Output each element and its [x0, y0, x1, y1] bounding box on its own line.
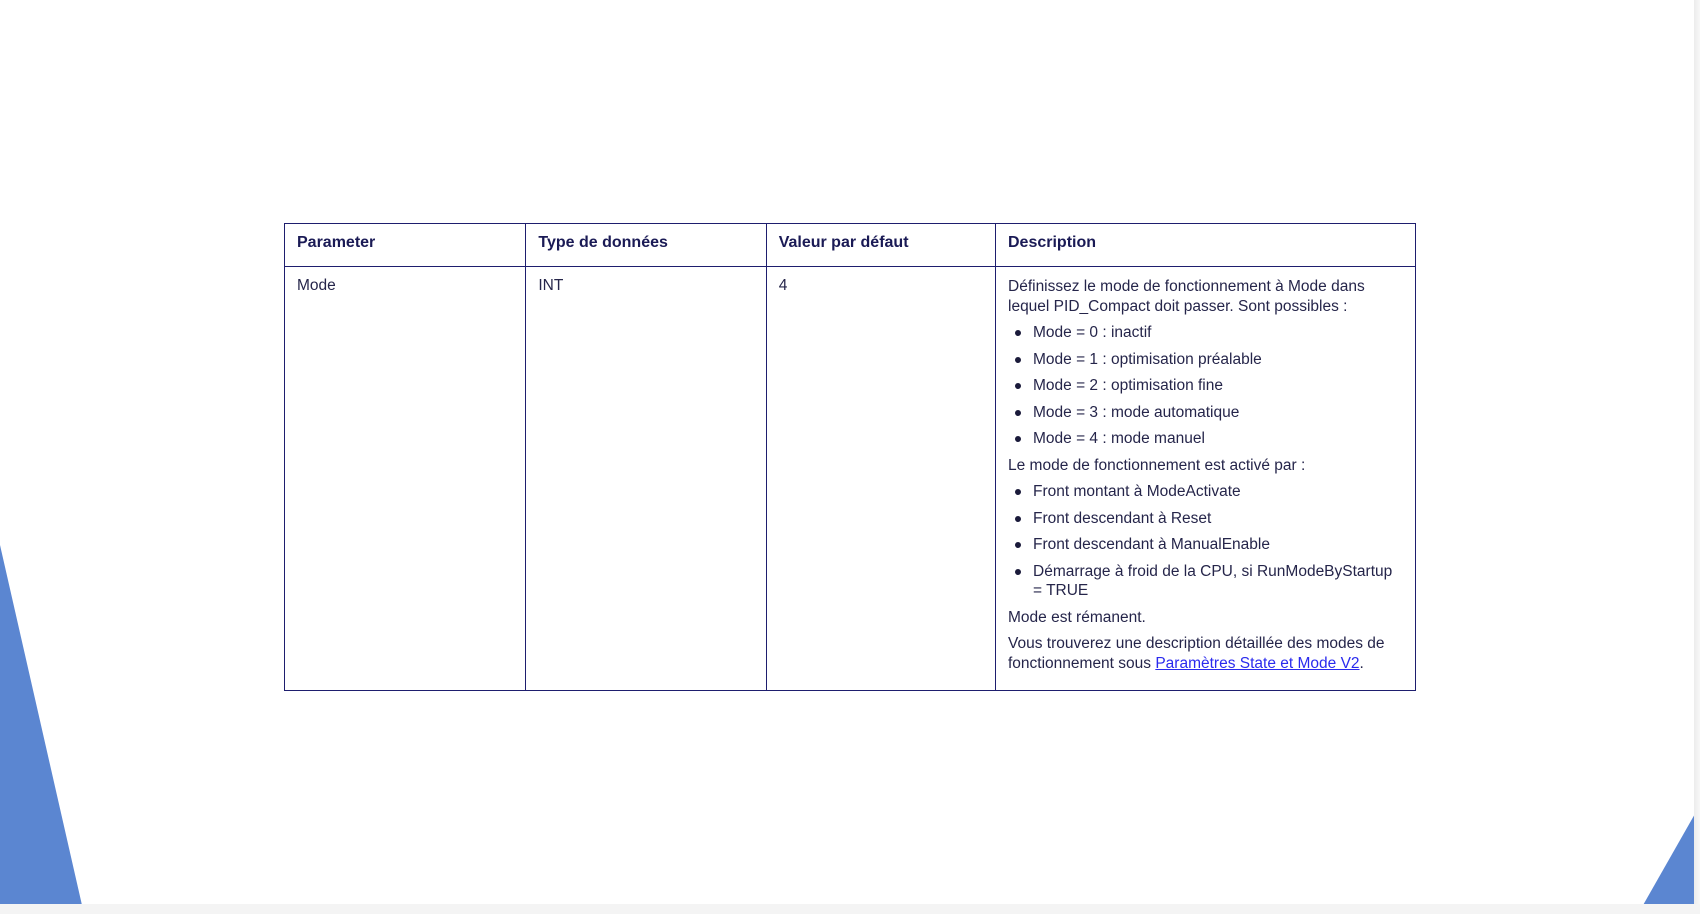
activation-item-text: Front descendant à ManualEnable	[1033, 536, 1270, 553]
left-blue-triangle	[0, 545, 84, 914]
list-item	[1008, 429, 1403, 449]
retentive-note: Mode est rémanent.	[1008, 608, 1146, 626]
right-edge-shadow	[1694, 0, 1700, 914]
description-intro: Définissez le mode de fonctionnement à Mode dans lequel PID_Compact doit passer. Sont possibles :	[1008, 278, 1365, 315]
mode-item-text: Mode = 2 : optimisation fine	[1033, 377, 1223, 394]
activation-item-text: Front montant à ModeActivate	[1033, 483, 1241, 500]
right-blue-triangle	[1638, 805, 1700, 914]
list-item	[1008, 376, 1403, 396]
bullet-icon	[1015, 489, 1021, 495]
link-suffix-text: .	[1359, 654, 1364, 672]
list-item	[1008, 509, 1403, 529]
bullet-icon	[1015, 569, 1021, 575]
bullet-icon	[1015, 436, 1021, 442]
bullet-icon	[1015, 357, 1021, 363]
activation-intro: Le mode de fonctionnement est activé par :	[1008, 456, 1306, 474]
list-item	[1008, 482, 1403, 502]
cell-default-value: 4	[766, 267, 995, 691]
mode-item-text: Mode = 4 : mode manuel	[1033, 430, 1205, 447]
table-row	[285, 267, 1416, 691]
cell-data-type: INT	[526, 267, 766, 691]
link-paragraph	[1008, 634, 1403, 673]
list-item	[1008, 350, 1403, 370]
header-data-type: Type de données	[526, 224, 766, 267]
bullet-icon	[1015, 410, 1021, 416]
header-default-value: Valeur par défaut	[766, 224, 995, 267]
cell-parameter: Mode	[285, 267, 526, 691]
state-mode-v2-link[interactable]: Paramètres State et Mode V2	[1155, 654, 1360, 672]
modes-list	[1008, 323, 1403, 449]
bullet-icon	[1015, 516, 1021, 522]
activation-item-text: Démarrage à froid de la CPU, si RunModeByStartup = TRUE	[1033, 562, 1393, 599]
list-item	[1008, 323, 1403, 343]
cell-description	[996, 267, 1416, 691]
bullet-icon	[1015, 330, 1021, 336]
header-parameter: Parameter	[285, 224, 526, 267]
bullet-icon	[1015, 383, 1021, 389]
header-row	[285, 224, 1416, 267]
bullet-icon	[1015, 542, 1021, 548]
mode-item-text: Mode = 3 : mode automatique	[1033, 403, 1240, 421]
list-item	[1008, 535, 1403, 555]
activation-list	[1008, 482, 1403, 601]
link-prefix-text: Vous trouverez une description détaillée des modes de fonctionnement sous	[1008, 635, 1385, 672]
activation-item-text: Front descendant à Reset	[1033, 509, 1212, 527]
list-item	[1008, 562, 1403, 601]
mode-item-text: Mode = 1 : optimisation préalable	[1033, 350, 1262, 368]
bottom-edge-bar	[0, 904, 1700, 914]
mode-item-text: Mode = 0 : inactif	[1033, 324, 1152, 341]
header-description: Description	[996, 224, 1416, 267]
list-item	[1008, 403, 1403, 423]
parameter-table	[284, 223, 1416, 691]
